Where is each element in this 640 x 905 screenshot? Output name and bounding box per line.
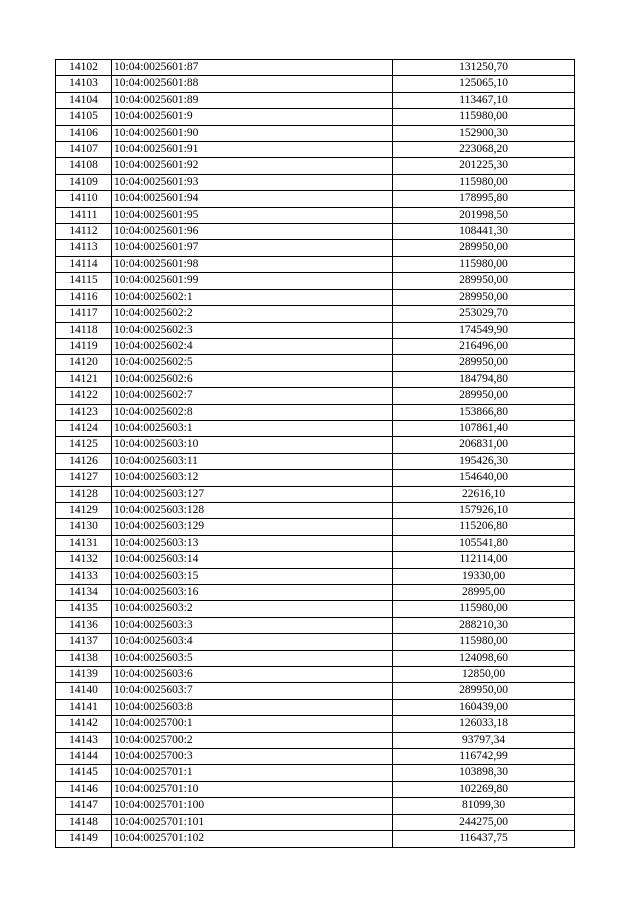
table-row	[56, 60, 575, 76]
row-number-cell: 14119	[56, 338, 112, 354]
row-number-cell: 14139	[56, 667, 112, 683]
cadastral-value-cell: 154640,00	[393, 470, 575, 486]
row-number-cell: 14121	[56, 371, 112, 387]
row-number-cell: 14126	[56, 453, 112, 469]
cadastral-value-cell: 178995,80	[393, 191, 575, 207]
cadastral-value-cell: 126033,18	[393, 716, 575, 732]
cadastral-value-cell: 113467,10	[393, 92, 575, 108]
cadastral-number-cell: 10:04:0025603:6	[112, 667, 393, 683]
table-row	[56, 158, 575, 174]
row-number-cell: 14129	[56, 502, 112, 518]
cadastral-value-cell: 288210,30	[393, 617, 575, 633]
row-number-cell: 14114	[56, 256, 112, 272]
cadastral-value-cell: 125065,10	[393, 76, 575, 92]
table-row	[56, 355, 575, 371]
table-row	[56, 273, 575, 289]
cadastral-number-cell: 10:04:0025603:11	[112, 453, 393, 469]
table-row	[56, 535, 575, 551]
row-number-cell: 14108	[56, 158, 112, 174]
row-number-cell: 14116	[56, 289, 112, 305]
row-number-cell: 14135	[56, 601, 112, 617]
cadastral-number-cell: 10:04:0025603:127	[112, 486, 393, 502]
row-number-cell: 14147	[56, 798, 112, 814]
cadastral-value-cell: 223068,20	[393, 142, 575, 158]
cadastral-number-cell: 10:04:0025701:101	[112, 814, 393, 830]
cadastral-value-cell: 116437,75	[393, 831, 575, 847]
cadastral-number-cell: 10:04:0025603:128	[112, 502, 393, 518]
cadastral-value-cell: 153866,80	[393, 404, 575, 420]
table-row	[56, 798, 575, 814]
row-number-cell: 14123	[56, 404, 112, 420]
table-row	[56, 207, 575, 223]
table-row	[56, 634, 575, 650]
row-number-cell: 14112	[56, 224, 112, 240]
cadastral-number-cell: 10:04:0025602:5	[112, 355, 393, 371]
table-row	[56, 92, 575, 108]
cadastral-number-cell: 10:04:0025602:4	[112, 338, 393, 354]
cadastral-value-cell: 22616,10	[393, 486, 575, 502]
cadastral-number-cell: 10:04:0025601:99	[112, 273, 393, 289]
table-row	[56, 667, 575, 683]
row-number-cell: 14133	[56, 568, 112, 584]
row-number-cell: 14104	[56, 92, 112, 108]
table-body	[56, 60, 575, 848]
table-row	[56, 142, 575, 158]
cadastral-value-cell: 103898,30	[393, 765, 575, 781]
row-number-cell: 14125	[56, 437, 112, 453]
cadastral-number-cell: 10:04:0025701:102	[112, 831, 393, 847]
cadastral-value-cell: 195426,30	[393, 453, 575, 469]
cadastral-value-cell: 105541,80	[393, 535, 575, 551]
cadastral-number-cell: 10:04:0025602:3	[112, 322, 393, 338]
table-row	[56, 420, 575, 436]
cadastral-value-cell: 19330,00	[393, 568, 575, 584]
table-row	[56, 371, 575, 387]
table-row	[56, 240, 575, 256]
row-number-cell: 14137	[56, 634, 112, 650]
row-number-cell: 14115	[56, 273, 112, 289]
cadastral-number-cell: 10:04:0025603:12	[112, 470, 393, 486]
cadastral-number-cell: 10:04:0025603:8	[112, 699, 393, 715]
row-number-cell: 14103	[56, 76, 112, 92]
cadastral-value-cell: 115206,80	[393, 519, 575, 535]
row-number-cell: 14148	[56, 814, 112, 830]
row-number-cell: 14110	[56, 191, 112, 207]
cadastral-value-cell: 115980,00	[393, 174, 575, 190]
row-number-cell: 14130	[56, 519, 112, 535]
table-row	[56, 765, 575, 781]
table-row	[56, 486, 575, 502]
cadastral-number-cell: 10:04:0025700:2	[112, 732, 393, 748]
cadastral-value-cell: 93797,34	[393, 732, 575, 748]
table-row	[56, 568, 575, 584]
cadastral-value-cell: 157926,10	[393, 502, 575, 518]
cadastral-value-cell: 289950,00	[393, 289, 575, 305]
row-number-cell: 14102	[56, 60, 112, 76]
cadastral-number-cell: 10:04:0025602:6	[112, 371, 393, 387]
cadastral-number-cell: 10:04:0025700:3	[112, 749, 393, 765]
cadastral-number-cell: 10:04:0025601:98	[112, 256, 393, 272]
row-number-cell: 14120	[56, 355, 112, 371]
row-number-cell: 14140	[56, 683, 112, 699]
cadastral-number-cell: 10:04:0025603:13	[112, 535, 393, 551]
table-row	[56, 699, 575, 715]
cadastral-value-cell: 115980,00	[393, 256, 575, 272]
table-row	[56, 437, 575, 453]
table-row	[56, 76, 575, 92]
cadastral-value-cell: 201998,50	[393, 207, 575, 223]
cadastral-value-cell: 253029,70	[393, 306, 575, 322]
cadastral-value-cell: 160439,00	[393, 699, 575, 715]
cadastral-value-cell: 201225,30	[393, 158, 575, 174]
row-number-cell: 14122	[56, 388, 112, 404]
table-row	[56, 338, 575, 354]
table-row	[56, 601, 575, 617]
table-row	[56, 814, 575, 830]
table-row	[56, 388, 575, 404]
cadastral-value-cell: 289950,00	[393, 683, 575, 699]
cadastral-number-cell: 10:04:0025601:96	[112, 224, 393, 240]
cadastral-value-cell: 115980,00	[393, 634, 575, 650]
cadastral-value-cell: 184794,80	[393, 371, 575, 387]
cadastral-value-cell: 81099,30	[393, 798, 575, 814]
cadastral-number-cell: 10:04:0025700:1	[112, 716, 393, 732]
cadastral-number-cell: 10:04:0025601:90	[112, 125, 393, 141]
cadastral-number-cell: 10:04:0025603:15	[112, 568, 393, 584]
table-row	[56, 716, 575, 732]
cadastral-value-cell: 206831,00	[393, 437, 575, 453]
row-number-cell: 14107	[56, 142, 112, 158]
table-row	[56, 191, 575, 207]
table-row	[56, 256, 575, 272]
row-number-cell: 14124	[56, 420, 112, 436]
cadastral-number-cell: 10:04:0025603:4	[112, 634, 393, 650]
cadastral-number-cell: 10:04:0025601:88	[112, 76, 393, 92]
cadastral-number-cell: 10:04:0025602:7	[112, 388, 393, 404]
row-number-cell: 14111	[56, 207, 112, 223]
table-row	[56, 519, 575, 535]
table-row	[56, 322, 575, 338]
cadastral-value-cell: 102269,80	[393, 781, 575, 797]
table-row	[56, 732, 575, 748]
cadastral-number-cell: 10:04:0025601:94	[112, 191, 393, 207]
cadastral-number-cell: 10:04:0025601:91	[112, 142, 393, 158]
cadastral-number-cell: 10:04:0025603:10	[112, 437, 393, 453]
cadastral-value-cell: 115980,00	[393, 601, 575, 617]
cadastral-number-cell: 10:04:0025602:2	[112, 306, 393, 322]
row-number-cell: 14138	[56, 650, 112, 666]
cadastral-number-cell: 10:04:0025601:97	[112, 240, 393, 256]
table-row	[56, 404, 575, 420]
cadastral-number-cell: 10:04:0025602:1	[112, 289, 393, 305]
table-row	[56, 683, 575, 699]
cadastral-value-cell: 152900,30	[393, 125, 575, 141]
cadastral-number-cell: 10:04:0025603:3	[112, 617, 393, 633]
cadastral-value-cell: 12850,00	[393, 667, 575, 683]
table-row	[56, 470, 575, 486]
row-number-cell: 14145	[56, 765, 112, 781]
row-number-cell: 14128	[56, 486, 112, 502]
cadastral-number-cell: 10:04:0025603:129	[112, 519, 393, 535]
row-number-cell: 14142	[56, 716, 112, 732]
row-number-cell: 14143	[56, 732, 112, 748]
cadastral-number-cell: 10:04:0025602:8	[112, 404, 393, 420]
table-row	[56, 650, 575, 666]
cadastral-number-cell: 10:04:0025601:95	[112, 207, 393, 223]
row-number-cell: 14118	[56, 322, 112, 338]
row-number-cell: 14144	[56, 749, 112, 765]
row-number-cell: 14113	[56, 240, 112, 256]
row-number-cell: 14109	[56, 174, 112, 190]
row-number-cell: 14141	[56, 699, 112, 715]
table-row	[56, 831, 575, 847]
cadastral-value-cell: 116742,99	[393, 749, 575, 765]
cadastral-value-cell: 115980,00	[393, 109, 575, 125]
cadastral-number-cell: 10:04:0025701:100	[112, 798, 393, 814]
table-row	[56, 749, 575, 765]
table-row	[56, 125, 575, 141]
table-row	[56, 289, 575, 305]
cadastral-value-cell: 28995,00	[393, 585, 575, 601]
row-number-cell: 14146	[56, 781, 112, 797]
cadastral-value-cell: 131250,70	[393, 60, 575, 76]
cadastral-value-cell: 124098,60	[393, 650, 575, 666]
cadastral-value-cell: 112114,00	[393, 552, 575, 568]
row-number-cell: 14136	[56, 617, 112, 633]
cadastral-value-cell: 107861,40	[393, 420, 575, 436]
row-number-cell: 14134	[56, 585, 112, 601]
table-row	[56, 174, 575, 190]
cadastral-value-cell: 108441,30	[393, 224, 575, 240]
row-number-cell: 14117	[56, 306, 112, 322]
cadastral-value-cell: 244275,00	[393, 814, 575, 830]
cadastral-number-cell: 10:04:0025603:7	[112, 683, 393, 699]
table-row	[56, 306, 575, 322]
row-number-cell: 14149	[56, 831, 112, 847]
cadastral-number-cell: 10:04:0025601:9	[112, 109, 393, 125]
cadastral-value-cell: 289950,00	[393, 355, 575, 371]
cadastral-number-cell: 10:04:0025603:16	[112, 585, 393, 601]
cadastral-value-cell: 289950,00	[393, 388, 575, 404]
cadastral-number-cell: 10:04:0025603:14	[112, 552, 393, 568]
cadastral-number-cell: 10:04:0025601:87	[112, 60, 393, 76]
cadastral-number-cell: 10:04:0025601:89	[112, 92, 393, 108]
row-number-cell: 14132	[56, 552, 112, 568]
cadastral-number-cell: 10:04:0025603:5	[112, 650, 393, 666]
table-row	[56, 781, 575, 797]
table-row	[56, 552, 575, 568]
cadastral-number-cell: 10:04:0025603:1	[112, 420, 393, 436]
table-row	[56, 585, 575, 601]
table-row	[56, 453, 575, 469]
cadastral-value-cell: 289950,00	[393, 273, 575, 289]
cadastral-value-cell: 174549,90	[393, 322, 575, 338]
table-row	[56, 224, 575, 240]
cadastral-number-cell: 10:04:0025603:2	[112, 601, 393, 617]
cadastral-number-cell: 10:04:0025701:1	[112, 765, 393, 781]
row-number-cell: 14131	[56, 535, 112, 551]
cadastral-number-cell: 10:04:0025701:10	[112, 781, 393, 797]
cadastral-value-cell: 216496,00	[393, 338, 575, 354]
table-row	[56, 617, 575, 633]
cadastral-number-cell: 10:04:0025601:92	[112, 158, 393, 174]
cadastral-value-table	[55, 59, 575, 848]
table-row	[56, 109, 575, 125]
row-number-cell: 14105	[56, 109, 112, 125]
cadastral-number-cell: 10:04:0025601:93	[112, 174, 393, 190]
row-number-cell: 14106	[56, 125, 112, 141]
row-number-cell: 14127	[56, 470, 112, 486]
table-row	[56, 502, 575, 518]
cadastral-value-cell: 289950,00	[393, 240, 575, 256]
